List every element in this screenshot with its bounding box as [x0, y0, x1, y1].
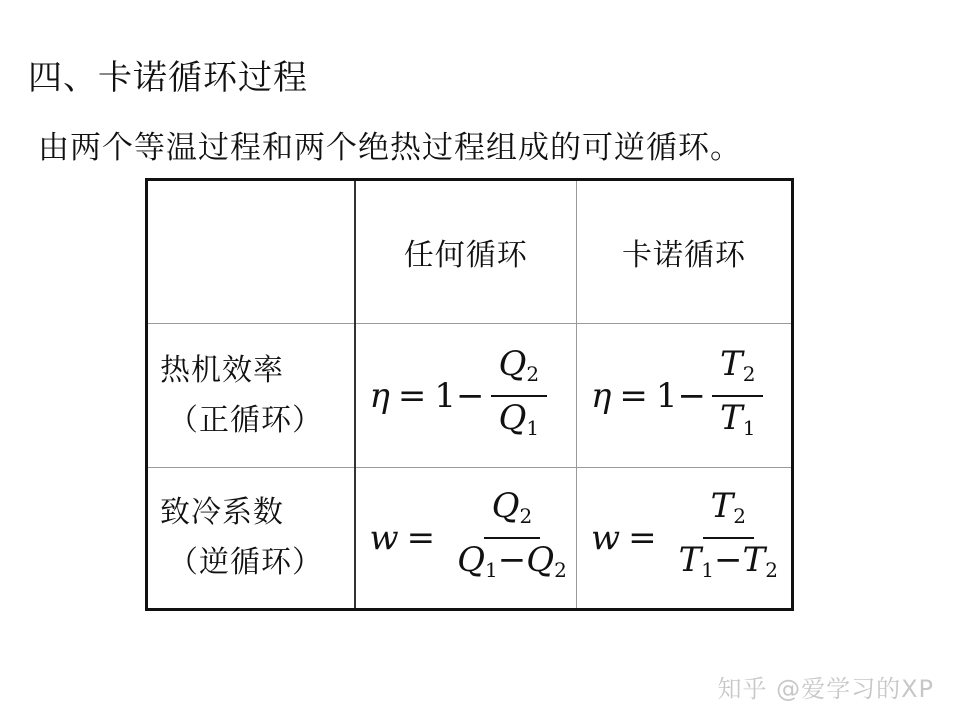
refrigeration-any-cycle-cell: [355, 468, 577, 610]
formula-equals: =: [619, 375, 648, 416]
carnot-table: [145, 178, 794, 611]
row-label-line1: 热机效率: [160, 352, 284, 388]
formula-one: 1: [434, 375, 457, 416]
efficiency-carnot-formula: [577, 343, 791, 449]
fraction-denominator: $T_1-T_2$: [678, 540, 778, 582]
row-label-line2: （逆循环）: [168, 545, 323, 580]
header-empty-cell: [147, 180, 355, 324]
watermark: 知乎 @爱学习的XP: [717, 675, 934, 703]
formula-one: 1: [655, 375, 678, 416]
refrigeration-carnot-formula: [577, 485, 791, 591]
section-heading: 四、卡诺循环过程: [28, 58, 308, 98]
fraction-denominator: $Q_1$: [498, 397, 540, 440]
row-label-line1: 致冷系数: [160, 495, 284, 530]
fraction-numerator: $Q_2$: [484, 485, 541, 539]
formula-lhs: w: [591, 518, 621, 558]
formula-equals: =: [406, 518, 436, 558]
formula-equals: =: [628, 518, 657, 558]
efficiency-carnot-cell: [577, 324, 793, 468]
formula-lhs: w: [369, 518, 399, 558]
row-label-line2: （正循环）: [168, 402, 323, 438]
formula-fraction: [712, 343, 763, 449]
formula-fraction: [491, 343, 548, 449]
intro-text: 由两个等温过程和两个绝热过程组成的可逆循环。: [38, 130, 742, 166]
formula-lhs: η: [591, 375, 612, 416]
refrigeration-carnot-cell: [577, 468, 793, 610]
formula-equals: =: [397, 375, 427, 416]
table-row-refrigeration: [147, 468, 793, 610]
fraction-numerator: $T_2$: [703, 485, 754, 539]
fraction-numerator: $Q_2$: [491, 343, 548, 397]
table-row-efficiency: [147, 324, 793, 468]
row-label-refrigeration: [147, 468, 355, 610]
header-any-cycle: 任何循环: [355, 180, 577, 324]
refrigeration-any-cycle-formula: [356, 485, 577, 591]
formula-fraction: [449, 485, 575, 591]
table-header-row: [147, 180, 793, 324]
formula-minus: −: [456, 375, 485, 416]
efficiency-any-cycle-formula: [356, 343, 577, 449]
fraction-denominator: $T_1$: [720, 397, 756, 440]
fraction-numerator: $T_2$: [712, 343, 763, 397]
formula-minus: −: [677, 375, 707, 416]
formula-fraction: [671, 485, 786, 591]
header-carnot-cycle: 卡诺循环: [577, 180, 793, 324]
row-label-efficiency: [147, 324, 355, 468]
efficiency-any-cycle-cell: [355, 324, 577, 468]
formula-lhs: η: [369, 375, 390, 416]
fraction-denominator: $Q_1-Q_2$: [457, 540, 567, 582]
